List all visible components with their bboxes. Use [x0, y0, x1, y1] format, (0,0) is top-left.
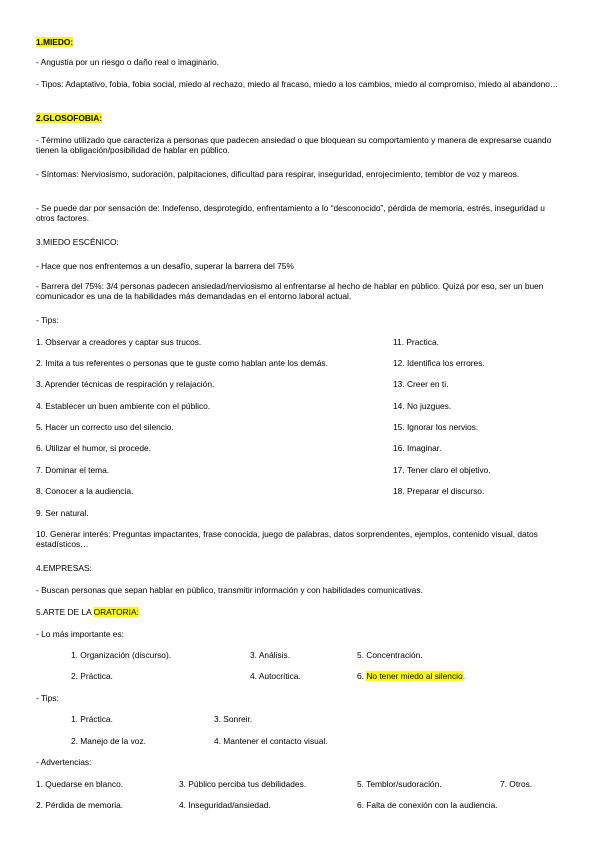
list-item: 13. Creer en ti.	[393, 379, 449, 389]
list-item: 2. Imita a tus referentes o personas que te guste como hablan ante los demás.	[36, 358, 328, 368]
list-item: 4. Autocrítica.	[250, 671, 301, 681]
list-item: 2. Manejo de la voz.	[71, 736, 146, 746]
list-item: 3. Análisis.	[250, 650, 291, 660]
important-label: - Lo más importante es:	[36, 629, 124, 639]
section-heading-glosofobia: 2.GLOSOFOBIA:	[36, 113, 103, 123]
paragraph: - Síntomas: Nerviosismo, sudoración, palpitaciones, dificultad para respirar, inseguridad, enrojecimiento, temblor de voz y mareos.	[36, 169, 520, 179]
list-item: 17. Tener claro el objetivo.	[393, 465, 491, 475]
list-item: 4. Establecer un buen ambiente con el público.	[36, 401, 211, 411]
list-item: 7. Dominar el tema.	[36, 465, 110, 475]
paragraph: - Barrera del 75%: 3/4 personas padecen ansiedad/nerviosismo al enfrentarse al hecho de hablar en público. Quizá por eso, ser un buen comunicador es una de la habilidades más demandadas en el entorno laboral actual.	[36, 281, 544, 301]
list-item: 6. Utilizar el humor, si procede.	[36, 443, 151, 453]
list-item: 5. Temblor/sudoración.	[357, 779, 442, 789]
tips-label: - Tips:	[36, 693, 59, 703]
list-item: 1. Organización (discurso).	[71, 650, 172, 660]
list-item: 5. Concentración.	[357, 650, 423, 660]
list-item: 2. Práctica.	[71, 671, 113, 681]
list-item: 14. No juzgues.	[393, 401, 452, 411]
list-item: 3. Público perciba tus debilidades.	[179, 779, 307, 789]
list-item: 1. Práctica.	[71, 714, 113, 724]
list-item: 8. Conocer a la audiencia.	[36, 486, 134, 496]
list-item: 11. Practica.	[393, 337, 439, 347]
section-heading-miedo: 1.MIEDO:	[36, 37, 74, 47]
paragraph: - Término utilizado que caracteriza a personas que padecen ansiedad o que bloquean su comportamiento y manera de expresarse cuando tienen la obligación/posibilidad de hablar en público.	[36, 135, 552, 155]
list-item: 10. Generar interés: Preguntas impactantes, frase conocida, juego de palabras, datos sorprendentes, ejemplos, contenido visual, datos estadísticos…	[36, 529, 538, 549]
list-item: 4. Mantener el contacto visual.	[214, 736, 328, 746]
list-item: 5. Hacer un correcto uso del silencio.	[36, 422, 174, 432]
section-heading-oratoria: 5.ARTE DE LA ORATORIA:	[36, 607, 139, 617]
tips-label: - Tips:	[36, 315, 59, 325]
list-item: 9. Ser natural.	[36, 508, 89, 518]
list-item: 16. Imaginar.	[393, 443, 442, 453]
list-item: 2. Pérdida de memoria.	[36, 800, 124, 810]
list-item: 6. Falta de conexión con la audiencia.	[357, 800, 498, 810]
list-item: 18. Preparar el discurso.	[393, 486, 485, 496]
paragraph: - Angustia por un riesgo o daño real o imaginario.	[36, 57, 219, 67]
list-item: 3. Aprender técnicas de respiración y relajación.	[36, 379, 215, 389]
paragraph: - Se puede dar por sensación de: Indefenso, desprotegido, enfrentamiento a lo “desconocido”, pérdida de memoria, estrés, inseguridad u otros factores.	[36, 203, 545, 223]
list-item: 12. Identifica los errores.	[393, 358, 485, 368]
list-item: 1. Quedarse en blanco.	[36, 779, 124, 789]
list-item: 3. Sonreir.	[214, 714, 253, 724]
paragraph: - Hace que nos enfrentemos a un desafío, superar la barrera del 75%	[36, 261, 294, 271]
list-item: 7. Otros.	[500, 779, 533, 789]
list-item: 1. Observar a creadores y captar sus trucos.	[36, 337, 202, 347]
section-heading-empresas: 4.EMPRESAS:	[36, 563, 92, 573]
list-item: 6. No tener miedo al silencio.	[357, 671, 466, 681]
list-item: 4. Inseguridad/ansiedad.	[179, 800, 271, 810]
paragraph: - Buscan personas que sepan hablar en público, transmitir información y con habilidades comunicativas.	[36, 585, 423, 595]
warnings-label: - Advertencias:	[36, 757, 92, 767]
paragraph: - Tipos: Adaptativo, fobia, fobia social, miedo al rechazo, miedo al fracaso, miedo a los cambios, miedo al compromiso, miedo al abandono…	[36, 79, 559, 89]
list-item: 15. Ignorar los nervios.	[393, 422, 479, 432]
section-heading-miedo-escenico: 3.MIEDO ESCÉNICO:	[36, 237, 119, 247]
